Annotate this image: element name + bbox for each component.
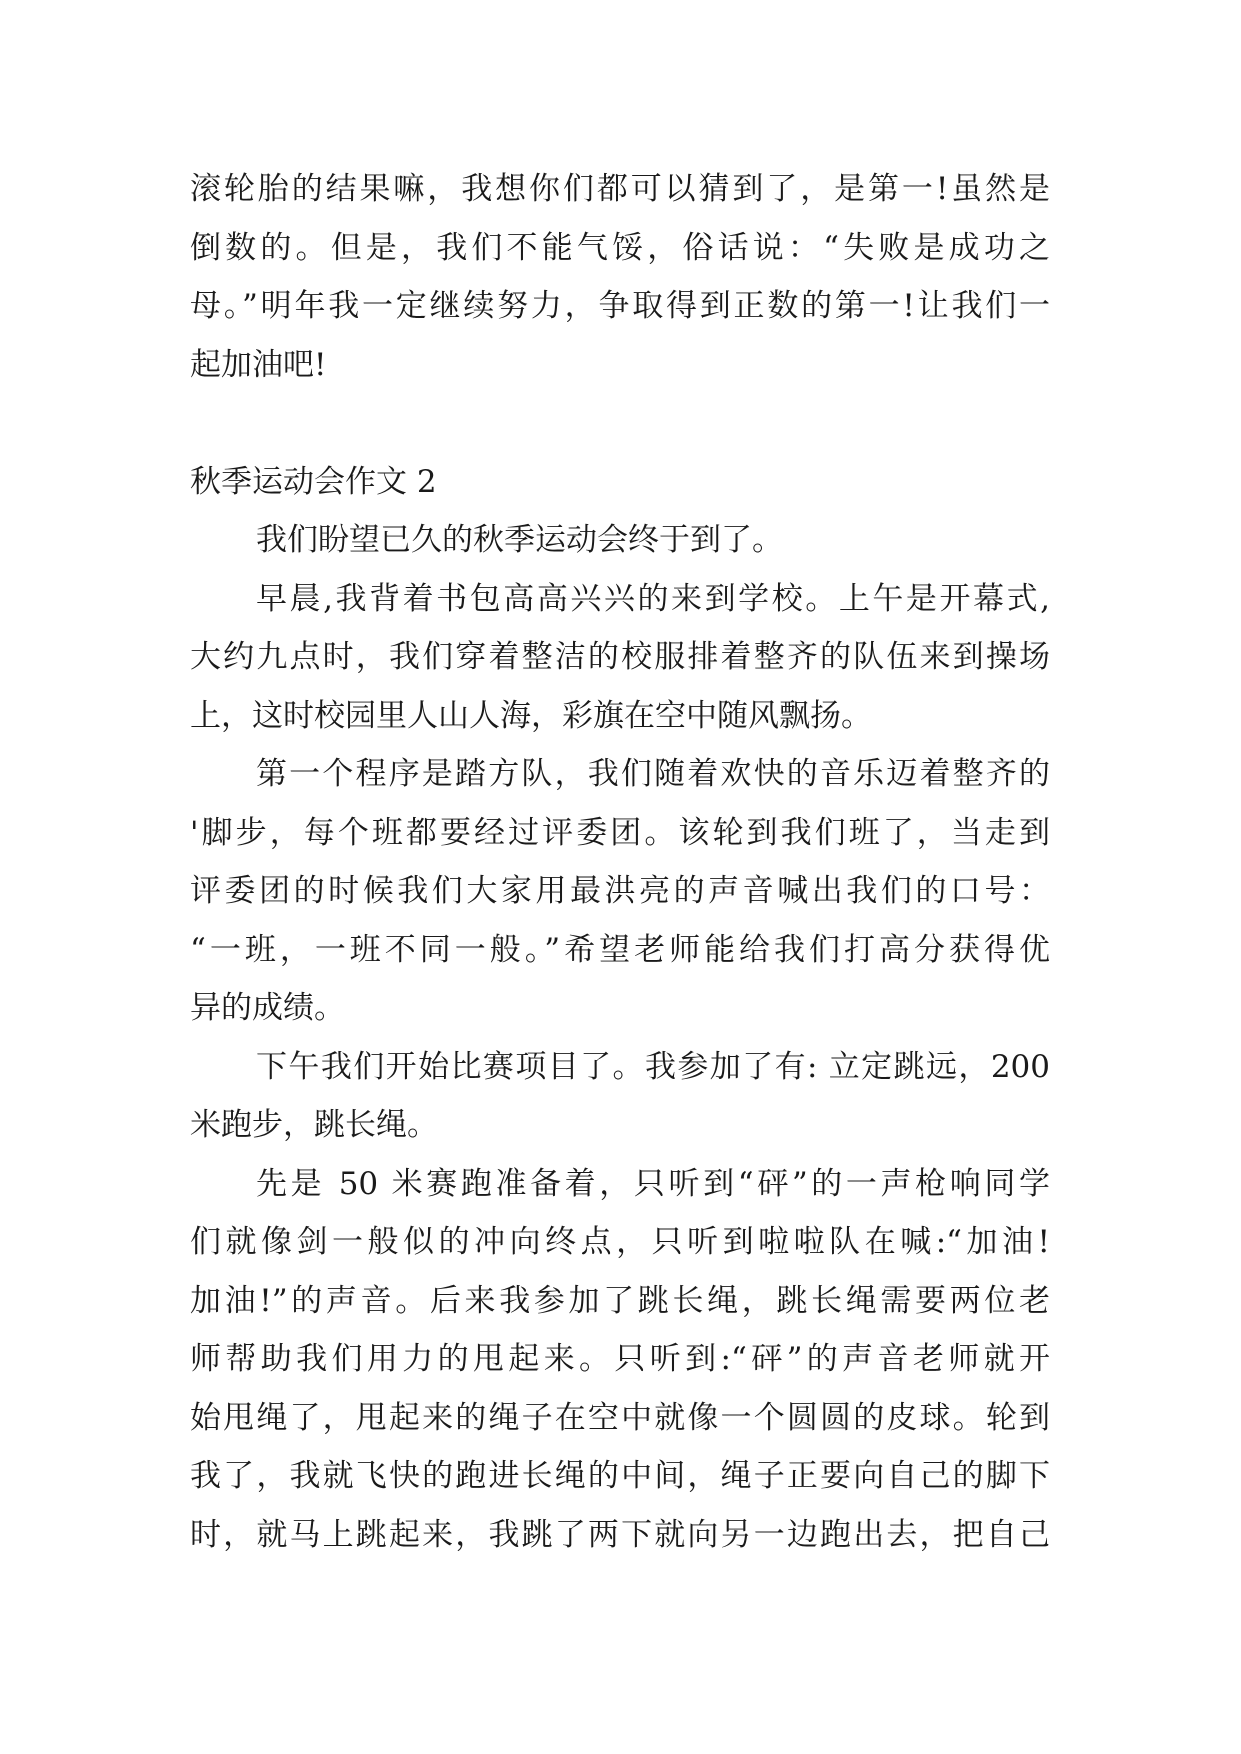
- text-line: 大约九点时，我们穿着整洁的校服排着整齐的队伍来到操场: [190, 639, 1050, 675]
- text-line: 米跑步，跳长绳。: [190, 1107, 438, 1143]
- text-line: 倒数的。但是，我们不能气馁，俗话说：“失败是成功之: [190, 229, 1050, 266]
- paragraph: [190, 1155, 1050, 1565]
- text-line: 师帮助我们用力的甩起来。只听到:“砰”的声音老师就开: [190, 1341, 1050, 1377]
- text-line: 第一个程序是踏方队，我们随着欢快的音乐迈着整齐的: [256, 756, 1050, 792]
- text-line: 异的成绩。: [190, 990, 345, 1026]
- text-line: 我了，我就飞快的跑进长绳的中间，绳子正要向自己的脚下: [190, 1458, 1050, 1494]
- text-line: 起加油吧!: [190, 346, 327, 383]
- text-line: 我们盼望已久的秋季运动会终于到了。: [256, 522, 783, 558]
- text-line: 母。”明年我一定继续努力，争取得到正数的第一!让我们一: [190, 288, 1050, 324]
- text-line: 滚轮胎的结果嘛，我想你们都可以猜到了，是第一!虽然是: [190, 171, 1050, 207]
- section-title: 秋季运动会作文 2: [190, 463, 437, 500]
- text-line: 早晨,我背着书包高高兴兴的来到学校。上午是开幕式,: [256, 580, 1050, 617]
- document-body: [190, 160, 1050, 1564]
- paragraph-spacer: [190, 394, 1050, 453]
- paragraph: [190, 570, 1050, 746]
- paragraph: [190, 511, 1050, 570]
- text-line: 下午我们开始比赛项目了。我参加了有: 立定跳远，200: [256, 1048, 1050, 1085]
- text-line: 评委团的时候我们大家用最洪亮的声音喊出我们的口号：: [190, 873, 1050, 909]
- text-line: “一班，一班不同一般。”希望老师能给我们打高分获得优: [190, 931, 1050, 968]
- text-line: 加油!”的声音。后来我参加了跳长绳，跳长绳需要两位老: [190, 1282, 1050, 1319]
- text-line: 时，就马上跳起来，我跳了两下就向另一边跑出去，把自己: [190, 1516, 1050, 1553]
- paragraph: [190, 745, 1050, 1038]
- text-line: 上，这时校园里人山人海，彩旗在空中随风飘扬。: [190, 697, 872, 734]
- text-line: 始甩绳了，甩起来的绳子在空中就像一个圆圆的皮球。轮到: [190, 1399, 1050, 1436]
- intro-paragraph: [190, 160, 1050, 394]
- text-line: '脚步，每个班都要经过评委团。该轮到我们班了，当走到: [190, 814, 1050, 851]
- text-line: 们就像剑一般似的冲向终点，只听到啦啦队在喊:“加油!: [190, 1224, 1050, 1260]
- paragraph: [190, 1038, 1050, 1155]
- text-line: 先是 50 米赛跑准备着，只听到“砰”的一声枪响同学: [256, 1165, 1050, 1202]
